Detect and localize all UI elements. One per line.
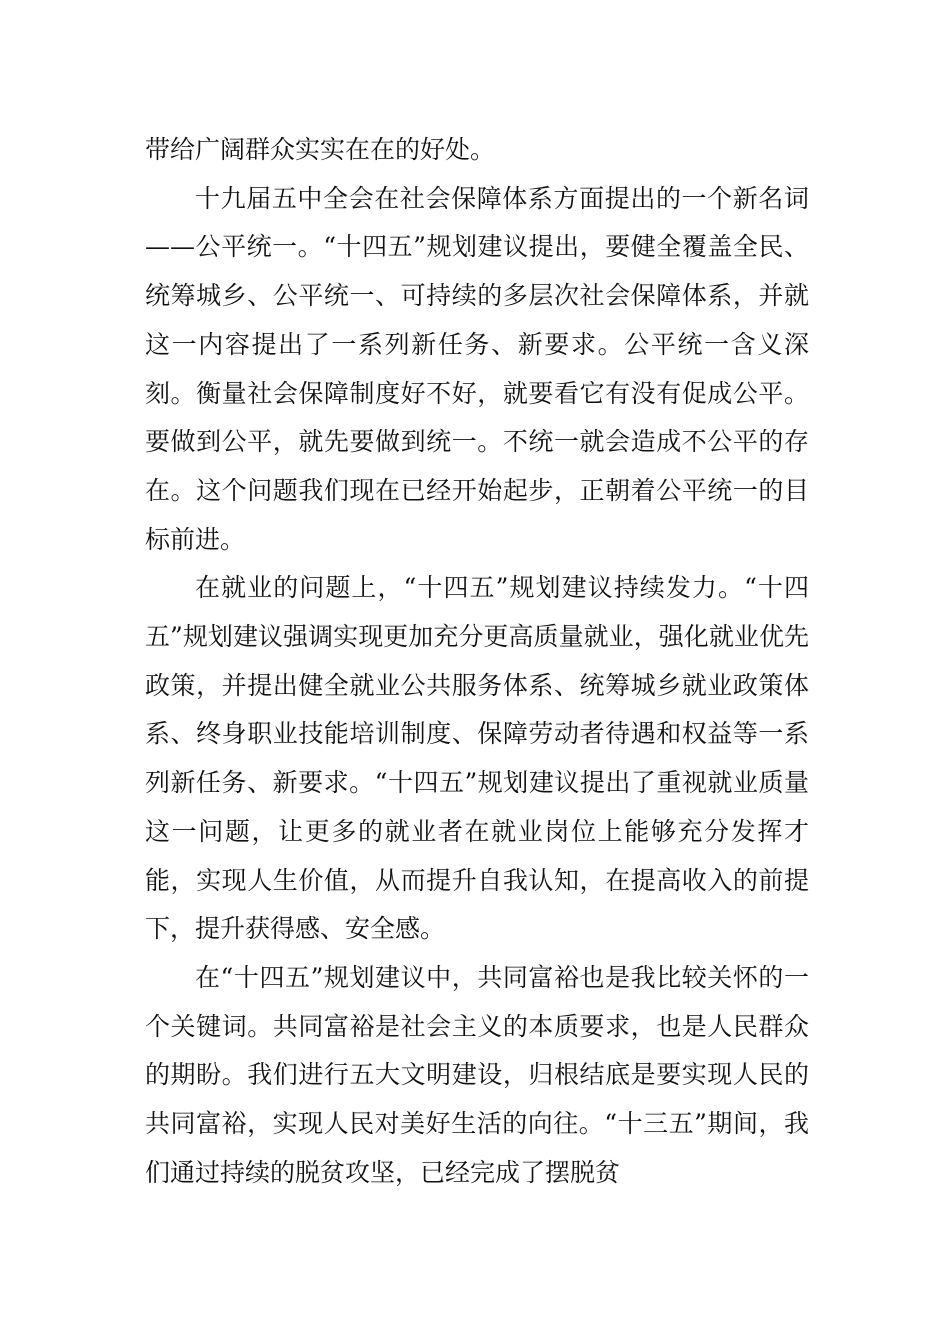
paragraph-4: 在“十四五”规划建议中，共同富裕也是我比较关怀的一个关键词。共同富裕是社会主义的本质要求，也是人民群众的期盼。我们进行五大文明建设，归根结底是要实现人民的共同富裕，实现人民对美好生活的向往。“十三五”期间，我们通过持续的脱贫攻坚，已经完成了摆脱贫 — [145, 962, 809, 1187]
body-text — [145, 126, 809, 1197]
paragraph-2: 十九届五中全会在社会保障体系方面提出的一个新名词——公平统一。“十四五”规划建议提出，要健全覆盖全民、统筹城乡、公平统一、可持续的多层次社会保障体系，并就这一内容提出了一系列新任务、新要求。公平统一含义深刻。衡量社会保障制度好不好，就要看它有没有促成公平。要做到公平，就先要做到统一。不统一就会造成不公平的存在。这个问题我们现在已经开始起步，正朝着公平统一的目标前进。 — [145, 183, 809, 554]
paragraph-1: 带给广阔群众实实在在的好处。 — [145, 135, 496, 164]
paragraph-3: 在就业的问题上，“十四五”规划建议持续发力。“十四五”规划建议强调实现更加充分更高质量就业，强化就业优先政策，并提出健全就业公共服务体系、统筹城乡就业政策体系、终身职业技能培训制度、保障劳动者待遇和权益等一系列新任务、新要求。“十四五”规划建议提出了重视就业质量这一问题，让更多的就业者在就业岗位上能够充分发挥才能，实现人生价值，从而提升自我认知，在提高收入的前提下，提升获得感、安全感。 — [145, 573, 809, 944]
